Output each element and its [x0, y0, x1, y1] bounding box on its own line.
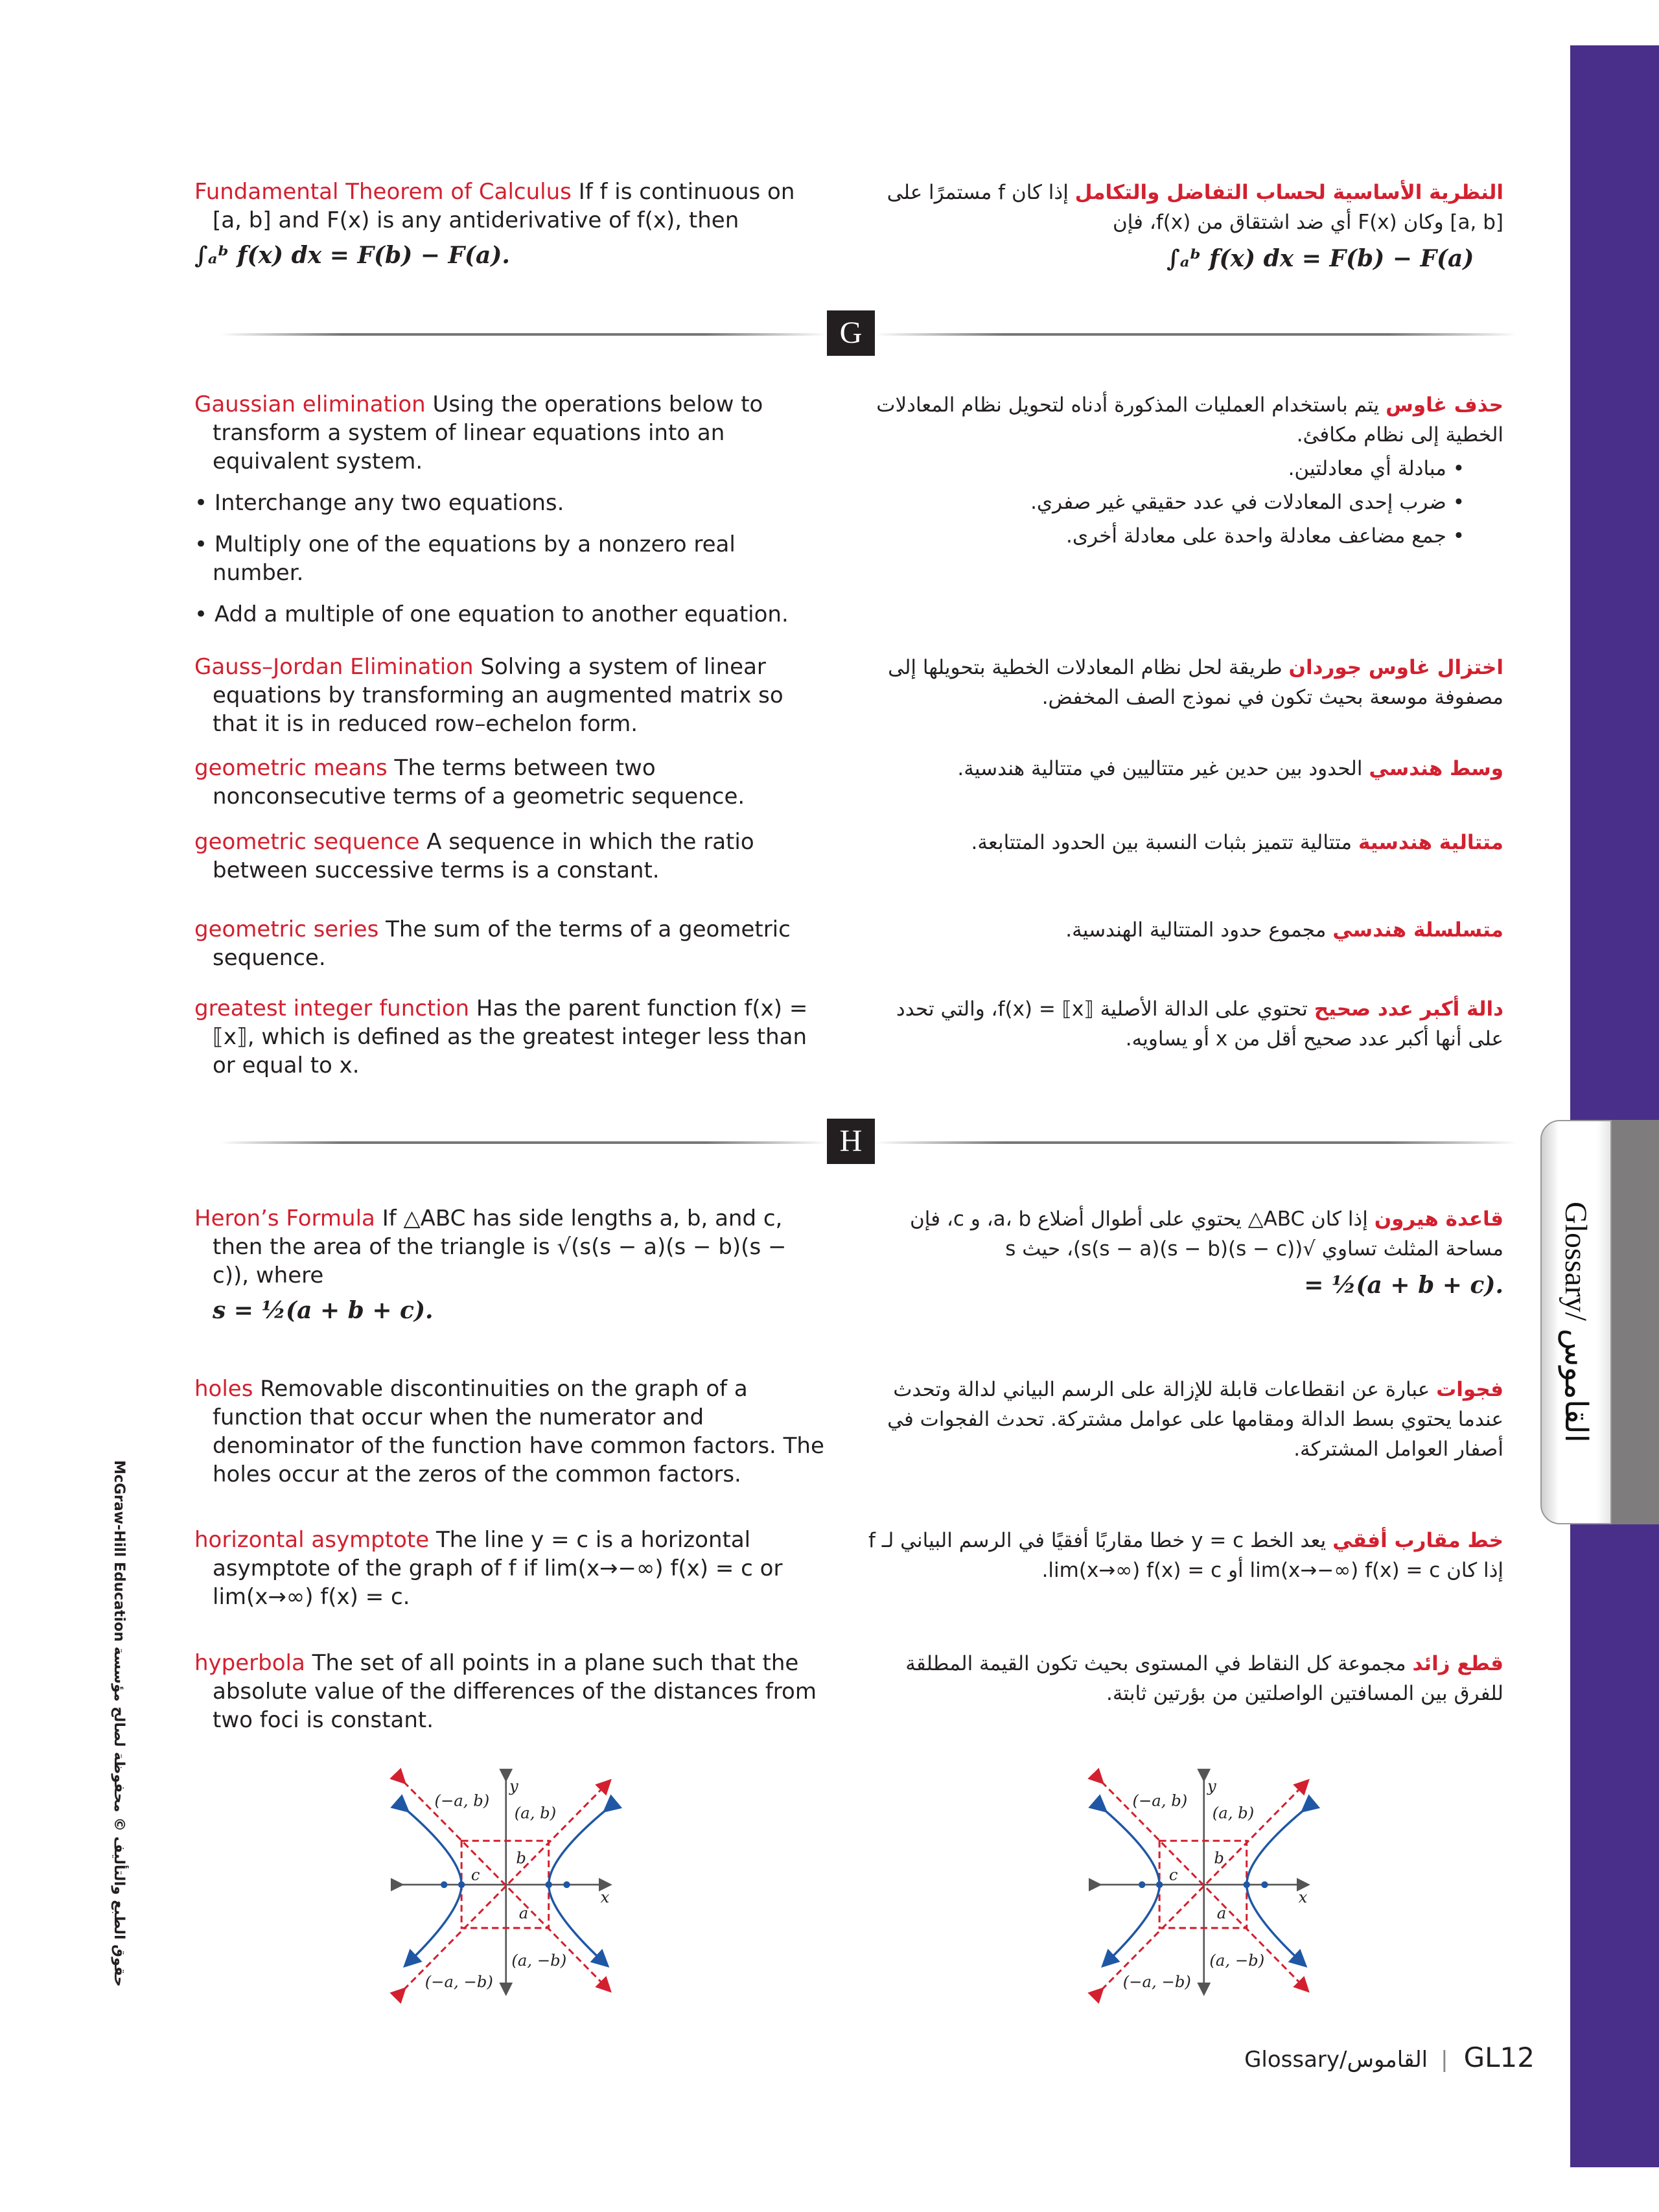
formula: = ½(a + b + c).: [1304, 1272, 1503, 1299]
entry-ftc-en: [194, 178, 830, 270]
definition: إذا كان ABC△ يحتوي على أطوال أضلاع a، b، و c، فإن مساحة المثلث تساوي √(s(s − a)(s − b)(s − c))، حيث s: [910, 1207, 1503, 1261]
hyperbola-diagram: [1079, 1756, 1327, 2004]
section-divider: [875, 333, 1516, 336]
definition: مجموع حدود المتتالية الهندسية.: [1065, 918, 1327, 942]
vertex: [1156, 1881, 1163, 1888]
entry-holes-ar: [855, 1375, 1503, 1464]
entry-heron-ar: [855, 1204, 1503, 1300]
vertex: [1244, 1881, 1250, 1888]
term: فجوات: [1436, 1378, 1503, 1401]
bullet: • Interchange any two equations.: [194, 490, 564, 516]
page-number: GL12: [1463, 2042, 1535, 2073]
bullet: • Add a multiple of one equation to another equation.: [194, 601, 789, 627]
label-b: b: [516, 1848, 526, 1867]
term: دالة أكبر عدد صحيح: [1314, 997, 1503, 1021]
focus: [1139, 1881, 1145, 1888]
term: Fundamental Theorem of Calculus: [194, 179, 572, 205]
label-y: y: [509, 1776, 518, 1795]
bullet: • Multiply one of the equations by a nonzero real number.: [194, 531, 736, 586]
term: وسط هندسي: [1369, 757, 1503, 780]
term: geometric means: [194, 755, 388, 781]
definition: يعد الخط y = c خطا مقاربًا أفقيًا في الرسم البياني لـ f إذا كان lim(x→−∞) f(x) = c أو lim(x→∞) f(x) = c.: [868, 1529, 1503, 1582]
term: متسلسلة هندسي: [1332, 918, 1503, 942]
label-neg-a-b: (−a, b): [1132, 1791, 1188, 1810]
formula: ∫ₐᵇ f(x) dx = F(b) − F(a).: [194, 242, 510, 269]
entry-gaussian-ar: [855, 390, 1503, 551]
definition: The set of all points in a plane such that the absolute value of the differences of the distances from two foci is constant.: [213, 1650, 817, 1733]
bullet: • ضرب إحدى المعادلات في عدد حقيقي غير صفري.: [1030, 491, 1465, 514]
definition: Removable discontinuities on the graph of a function that occur when the numerator and denominator of the function have common factors. The holes occur at the zeros of the common factors.: [213, 1376, 824, 1487]
entry-geometric-means-en: [194, 754, 830, 811]
definition: The terms between two nonconsecutive terms of a geometric sequence.: [213, 755, 745, 809]
term: Heron’s Formula: [194, 1205, 375, 1231]
label-a-neg-b: (a, −b): [511, 1950, 567, 1970]
definition: The sum of the terms of a geometric sequence.: [213, 916, 791, 971]
section-divider: [875, 1141, 1516, 1144]
label-neg-a-b: (−a, b): [434, 1791, 490, 1810]
label-a-b: (a, b): [1212, 1803, 1255, 1822]
definition: عبارة عن انقطاعات قابلة للإزالة على الرسم البياني لدالة وتحدث عندما يحتوي بسط الدالة ومقامها على عوامل مشتركة. تحدث الفجوات في أصفار العوامل المشتركة.: [887, 1378, 1503, 1461]
entry-holes-en: [194, 1375, 830, 1489]
section-divider: [220, 333, 827, 336]
hyperbola-diagram: [381, 1756, 629, 2004]
label-neg-a-neg-b: (−a, −b): [1122, 1972, 1191, 1991]
label-x: x: [600, 1887, 610, 1907]
definition: The line y = c is a horizontal asymptote of the graph of f if lim(x→−∞) f(x) = c or lim(x→∞) f(x) = c.: [213, 1527, 783, 1610]
definition: Solving a system of linear equations by transforming an augmented matrix so that it is in reduced row–echelon form.: [213, 654, 783, 737]
label-b: b: [1214, 1848, 1224, 1867]
page-footer: [1244, 2042, 1535, 2073]
entry-ftc-ar: [855, 178, 1503, 274]
entry-horizontal-asymptote-ar: [855, 1526, 1503, 1585]
label-y: y: [1207, 1776, 1216, 1795]
definition: تحتوي على الدالة الأصلية f(x) = ⟦x⟧، والتي تحدد على أنها أكبر عدد صحيح أقل من x أو يساويه.: [896, 997, 1503, 1051]
label-a-neg-b: (a, −b): [1209, 1950, 1265, 1970]
section-letter-h: H: [827, 1119, 875, 1164]
section-letter-g: G: [827, 310, 875, 356]
formula: s = ½(a + b + c).: [213, 1297, 434, 1324]
definition: متتالية تتميز بثبات النسبة بين الحدود المتتابعة.: [971, 831, 1352, 854]
term: خط مقارب أفقي: [1332, 1529, 1503, 1552]
term: النظرية الأساسية لحساب التفاضل والتكامل: [1074, 181, 1503, 204]
entry-greatest-integer-en: [194, 994, 830, 1080]
focus: [441, 1881, 447, 1888]
entry-greatest-integer-ar: [855, 994, 1503, 1054]
term: geometric series: [194, 916, 379, 942]
term: hyperbola: [194, 1650, 305, 1676]
definition: Using the operations below to transform a system of linear equations into an equivalent system.: [213, 391, 763, 474]
label-neg-a-neg-b: (−a, −b): [424, 1972, 493, 1991]
label-a-b: (a, b): [514, 1803, 557, 1822]
definition: طريقة لحل نظام المعادلات الخطية بتحويلها إلى مصفوفة موسعة بحيث تكون في نموذج الصف المخفض.: [888, 656, 1503, 709]
label-a: a: [518, 1903, 529, 1923]
footer-separator: |: [1441, 2047, 1448, 2073]
definition: يتم باستخدام العمليات المذكورة أدناه لتحويل نظام المعادلات الخطية إلى نظام مكافئ.: [876, 393, 1503, 447]
entry-geometric-series-ar: [855, 915, 1503, 945]
definition: Has the parent function f(x) = ⟦x⟧, which is defined as the greatest integer less than or equal to x.: [213, 995, 808, 1078]
definition: A sequence in which the ratio between successive terms is a constant.: [213, 829, 754, 883]
hyperbola-left-branch: [1104, 1810, 1159, 1964]
hyperbola-left-branch: [406, 1810, 461, 1964]
focus: [563, 1881, 570, 1888]
term: greatest integer function: [194, 995, 470, 1021]
term: Gaussian elimination: [194, 391, 426, 417]
term: holes: [194, 1376, 253, 1402]
definition: إذا كان f مستمرًا على [a, b] وكان F(x) أي ضد اشتقاق من f(x)، فإن: [887, 181, 1503, 234]
focus: [1261, 1881, 1268, 1888]
bullet: • مبادلة أي معادلتين.: [1288, 457, 1465, 480]
entry-geometric-series-en: [194, 915, 830, 972]
label-c: c: [1168, 1865, 1178, 1884]
formula: ∫ₐᵇ f(x) dx = F(b) − F(a): [1166, 245, 1474, 272]
vertex: [546, 1881, 552, 1888]
label-a: a: [1216, 1903, 1227, 1923]
term: قاعدة هيرون: [1374, 1207, 1503, 1231]
section-divider: [220, 1141, 827, 1144]
term: Gauss–Jordan Elimination: [194, 654, 474, 680]
entry-hyperbola-ar: [855, 1649, 1503, 1708]
term: geometric sequence: [194, 829, 420, 855]
label-x: x: [1298, 1887, 1308, 1907]
term: حذف غاوس: [1386, 393, 1503, 417]
entry-geometric-means-ar: [855, 754, 1503, 784]
entry-geometric-sequence-en: [194, 828, 830, 885]
entry-gauss-jordan-en: [194, 653, 830, 738]
definition: If △ABC has side lengths a, b, and c, then the area of the triangle is √(s(s − a)(s − b)(s − c)), where: [213, 1205, 787, 1288]
vertex: [458, 1881, 465, 1888]
hyperbola-graph-ar: [1079, 1756, 1327, 2004]
bullet: • جمع مضاعف معادلة واحدة على معادلة أخرى.: [1066, 524, 1465, 548]
entry-horizontal-asymptote-en: [194, 1526, 830, 1611]
definition: If f is continuous on [a, b] and F(x) is any antiderivative of f(x), then: [213, 179, 795, 233]
entry-geometric-sequence-ar: [855, 828, 1503, 857]
side-tab-label: Glossary/ القاموس: [1559, 1202, 1593, 1443]
entry-hyperbola-en: [194, 1649, 830, 1734]
term: متتالية هندسية: [1358, 831, 1503, 854]
copyright-notice: McGraw-Hill Education حقوق الطبع والتأليف © محفوظة لصالح مؤسسة: [111, 1460, 127, 1987]
definition: الحدود بين حدين غير متتاليين في متتالية هندسية.: [957, 757, 1363, 780]
hyperbola-graph-en: [381, 1756, 629, 2004]
label-c: c: [470, 1865, 480, 1884]
term: قطع زائد: [1412, 1652, 1503, 1675]
definition: مجموعة كل النقاط في المستوى بحيث تكون القيمة المطلقة للفرق بين المسافتين الواصلتين من بؤرتين ثابتة.: [905, 1652, 1503, 1705]
term: اختزال غاوس جوردان: [1288, 656, 1503, 679]
term: horizontal asymptote: [194, 1527, 430, 1553]
entry-gaussian-en: [194, 390, 830, 629]
glossary-side-tab[interactable]: [1540, 1120, 1659, 1524]
entry-gauss-jordan-ar: [855, 653, 1503, 712]
footer-label: Glossary/القاموس: [1244, 2047, 1428, 2073]
entry-heron-en: [194, 1204, 830, 1325]
page-edge-band: [1570, 45, 1659, 2167]
